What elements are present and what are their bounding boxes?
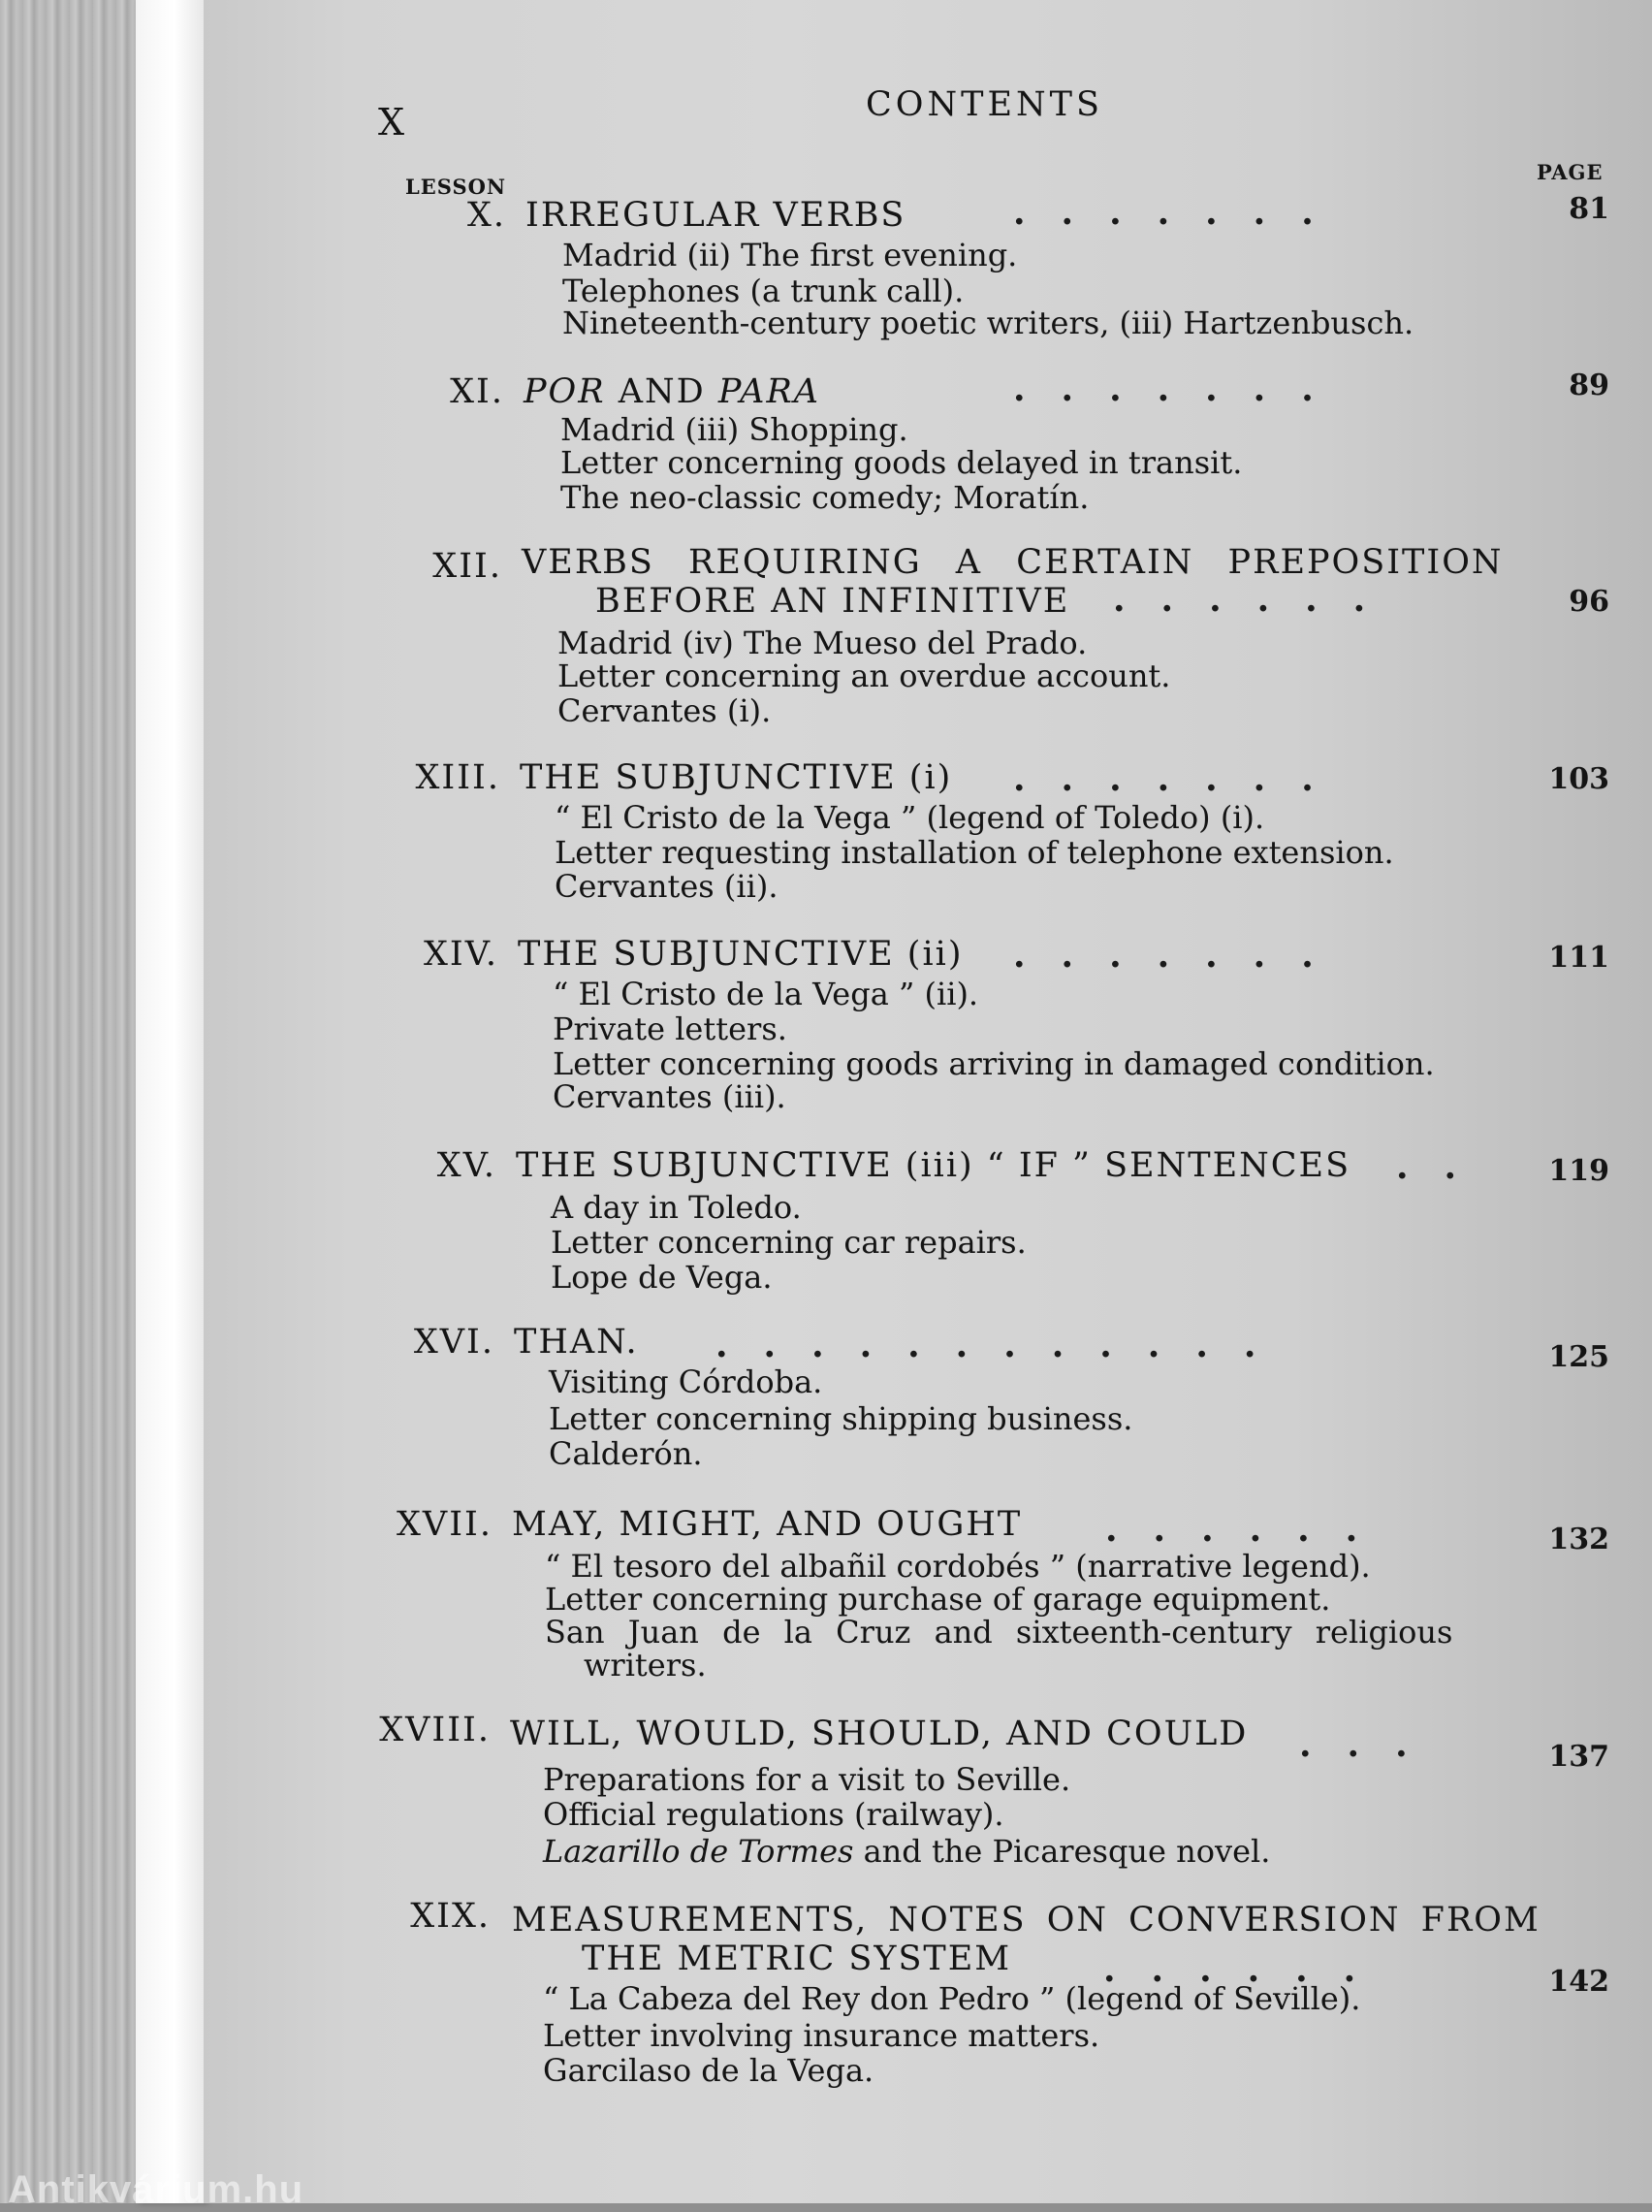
title-italic: POR — [524, 372, 606, 411]
lesson-page: 96 — [1569, 585, 1609, 619]
subtopic: Private letters. — [553, 1010, 787, 1047]
lesson-numeral: XVIII. — [379, 1711, 491, 1749]
lesson-numeral: XVI. — [413, 1323, 494, 1362]
lesson-column-label: LESSON — [405, 175, 507, 199]
lesson-page: 119 — [1548, 1154, 1609, 1188]
subtopic: San Juan de la Cruz and sixteenth-century religious — [545, 1614, 1453, 1651]
lesson-numeral: XIX. — [410, 1897, 491, 1936]
wood-background — [0, 0, 145, 2203]
lesson-page: 103 — [1548, 762, 1609, 796]
lesson-numeral: XV. — [436, 1146, 496, 1185]
lesson-numeral: XIII. — [415, 758, 500, 797]
lesson-numeral: XI. — [450, 372, 504, 411]
lesson-title: THE SUBJUNCTIVE (ii) — [518, 935, 964, 974]
subtopic: Letter concerning an overdue account. — [557, 657, 1171, 694]
subtopic: Telephones (a trunk call). — [562, 272, 965, 309]
lesson-page: 142 — [1548, 1965, 1609, 1999]
lesson-title: MEASUREMENTS, NOTES ON CONVERSION FROM — [512, 1901, 1541, 1940]
dot-leader: ....... — [1013, 758, 1350, 799]
subtopic: Calderón. — [549, 1435, 703, 1472]
lesson-page: 125 — [1548, 1340, 1609, 1374]
subtopic: Cervantes (i). — [557, 692, 772, 729]
subtopic: Lope de Vega. — [551, 1259, 773, 1296]
page-number: X — [378, 101, 405, 144]
subtopic: Nineteenth-century poetic writers, (iii) Hartzenbusch. — [562, 305, 1414, 341]
subtopic: Madrid (iii) Shopping. — [560, 411, 908, 448]
subtopic: The neo-classic comedy; Moratín. — [560, 479, 1090, 516]
dot-leader: ...... — [1105, 1509, 1394, 1550]
lesson-title: THE SUBJUNCTIVE (i) — [520, 758, 953, 797]
subtopic: Letter involving insurance matters. — [543, 2017, 1100, 2054]
subtopic-italic: Lazarillo de Tormes — [543, 1833, 854, 1870]
subtopic: “ El Cristo de la Vega ” (ii). — [553, 976, 979, 1012]
lesson-title-continued: THE METRIC SYSTEM — [582, 1940, 1012, 1978]
dot-leader: ... — [1299, 1724, 1444, 1765]
dot-leader: ....... — [1013, 935, 1350, 976]
subtopic: Visiting Córdoba. — [549, 1363, 823, 1400]
page-title: CONTENTS — [866, 85, 1103, 124]
lesson-title: IRREGULAR VERBS — [525, 196, 906, 235]
dot-leader: ............ — [715, 1325, 1292, 1365]
subtopic: Letter concerning goods arriving in damaged condition. — [553, 1045, 1435, 1082]
lesson-numeral: XII. — [432, 547, 502, 586]
subtopic: Preparations for a visit to Seville. — [543, 1761, 1071, 1798]
subtopic: Madrid (ii) The first evening. — [562, 237, 1018, 273]
lesson-page: 111 — [1548, 941, 1609, 975]
book-page-edge — [136, 0, 206, 2203]
lesson-title: THE SUBJUNCTIVE (iii) “ IF ” SENTENCES — [516, 1146, 1351, 1185]
subtopic: Cervantes (ii). — [555, 868, 778, 905]
lesson-page: 132 — [1548, 1523, 1609, 1556]
subtopic: Letter concerning car repairs. — [551, 1224, 1027, 1261]
subtopic: Letter requesting installation of telephone extension. — [555, 834, 1394, 871]
lesson-title: WILL, WOULD, SHOULD, AND COULD — [510, 1715, 1249, 1753]
lesson-numeral: XIV. — [423, 935, 498, 974]
title-italic: PARA — [717, 372, 821, 411]
subtopic — [543, 1833, 1270, 1870]
lesson-page: 89 — [1569, 369, 1609, 402]
page-column-label: PAGE — [1537, 160, 1604, 184]
subtopic: writers. — [584, 1647, 707, 1683]
subtopic: Letter concerning shipping business. — [549, 1400, 1133, 1437]
lesson-numeral: X. — [466, 196, 506, 235]
subtopic: “ El tesoro del albañil cordobés ” (narrative legend). — [545, 1548, 1371, 1585]
subtopic: A day in Toledo. — [551, 1189, 802, 1226]
lesson-numeral: XVII. — [397, 1505, 492, 1544]
dot-leader: .. — [1396, 1146, 1493, 1187]
subtopic: Letter concerning goods delayed in transit. — [560, 444, 1243, 481]
subtopic: Official regulations (railway). — [543, 1796, 1004, 1833]
subtopic-text: and the Picaresque novel. — [853, 1833, 1271, 1870]
dot-leader: ...... — [1113, 579, 1402, 620]
lesson-title: VERBS REQUIRING A CERTAIN PREPOSITION — [522, 543, 1504, 582]
subtopic: “ La Cabeza del Rey don Pedro ” (legend of Seville). — [543, 1980, 1361, 2017]
lesson-title — [524, 372, 820, 411]
dot-leader: ....... — [1013, 192, 1350, 233]
subtopic: Letter concerning purchase of garage equipment. — [545, 1581, 1331, 1618]
lesson-title: THAN. — [514, 1323, 639, 1362]
subtopic: Madrid (iv) The Mueso del Prado. — [557, 625, 1088, 661]
subtopic: Garcilaso de la Vega. — [543, 2052, 874, 2089]
lesson-page: 81 — [1569, 192, 1609, 226]
subtopic: Cervantes (iii). — [553, 1078, 786, 1115]
lesson-title: MAY, MIGHT, AND OUGHT — [512, 1505, 1023, 1544]
dot-leader: ....... — [1013, 369, 1350, 409]
title-text: AND — [605, 372, 718, 411]
watermark: Antikvárium.hu — [8, 2168, 304, 2211]
subtopic: “ El Cristo de la Vega ” (legend of Toledo) (i). — [555, 799, 1265, 836]
lesson-page: 137 — [1548, 1740, 1609, 1774]
dot-leader: ...... — [1103, 1949, 1392, 1990]
lesson-title-continued: BEFORE AN INFINITIVE — [595, 582, 1070, 621]
